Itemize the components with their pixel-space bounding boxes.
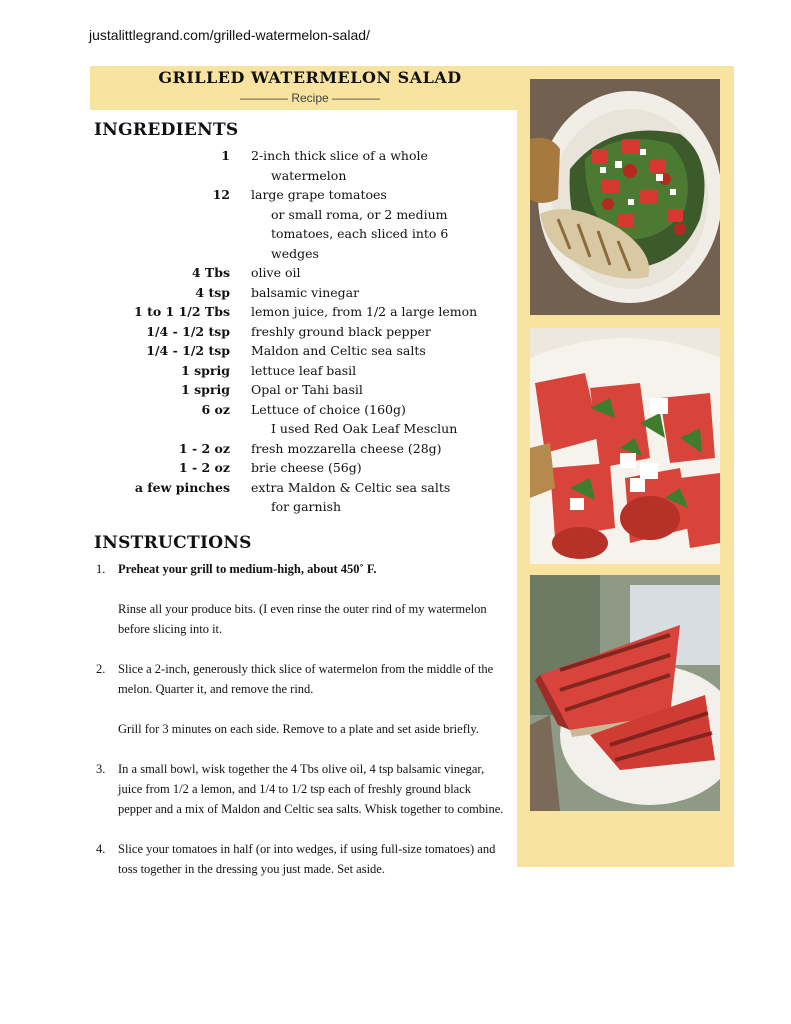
ingredient-qty: a few pinches xyxy=(134,479,230,495)
ingredient-row xyxy=(90,146,520,185)
ingredient-row xyxy=(90,439,520,459)
ingredient-row xyxy=(90,341,520,361)
instructions-list xyxy=(96,559,506,899)
salad-with-grilled-chicken-photo xyxy=(530,79,720,315)
step-text: Slice a 2-inch, generously thick slice of watermelon from the middle of the melon. Quarter it, and remove the rind. xyxy=(118,662,494,696)
ingredient-desc: 2-inch thick slice of a whole xyxy=(251,148,428,163)
ingredient-row xyxy=(90,322,520,342)
ingredient-qty: 1 sprig xyxy=(181,382,230,397)
ingredient-desc-cont: for garnish xyxy=(271,499,342,514)
ingredient-qty: 4 Tbs xyxy=(191,265,230,280)
ingredient-qty: 1 to 1 1/2 Tbs xyxy=(134,304,230,319)
step-number: 4. xyxy=(96,842,106,856)
ingredient-desc: Maldon and Celtic sea salts xyxy=(251,343,426,358)
ingredient-desc: olive oil xyxy=(251,265,301,280)
ingredient-desc-cont: I used Red Oak Leaf Mesclun xyxy=(271,421,458,436)
ingredient-desc: Opal or Tahi basil xyxy=(251,382,363,397)
ingredient-qty: 4 tsp xyxy=(195,284,230,300)
step-number: 2. xyxy=(96,662,106,676)
ingredient-desc-cont: wedges xyxy=(271,245,319,261)
ingredient-qty: 1 sprig xyxy=(181,362,230,378)
instruction-step xyxy=(96,559,506,639)
source-url: justalittlegrand.com/grilled-watermelon-salad/ xyxy=(89,27,370,43)
ingredient-row xyxy=(90,458,520,478)
ingredient-desc: large grape tomatoes xyxy=(251,187,387,202)
ingredient-qty: 1/4 - 1/2 tsp xyxy=(146,343,230,358)
recipe-title: GRILLED WATERMELON SALAD xyxy=(158,68,462,87)
ingredient-desc-cont: tomatoes, each sliced into 6 xyxy=(271,226,449,241)
instruction-step xyxy=(96,839,506,879)
ingredient-desc: fresh mozzarella cheese (28g) xyxy=(251,440,442,456)
ingredient-desc: lemon juice, from 1/2 a large lemon xyxy=(251,304,478,319)
ingredient-desc: extra Maldon & Celtic sea salts xyxy=(251,479,451,495)
ingredients-heading: INGREDIENTS xyxy=(94,120,239,140)
instruction-step xyxy=(96,759,506,819)
step-text: In a small bowl, wisk together the 4 Tbs olive oil, 4 tsp balsamic vinegar, juice from 1/2 a lemon, and 1/4 to 1/2 tsp each of freshly ground black pepper and a mix of Maldon and Celtic sea salts. Whisk together to combine. xyxy=(118,762,504,816)
ingredient-row xyxy=(90,283,520,303)
ingredient-row xyxy=(90,361,520,381)
ingredient-desc: balsamic vinegar xyxy=(251,284,360,300)
step-text: Rinse all your produce bits. (I even rinse the outer rind of my watermelon before slicing into it. xyxy=(118,602,487,636)
ingredient-qty: 1 xyxy=(221,148,230,163)
ingredient-row xyxy=(90,263,520,283)
grilled-watermelon-slices-photo xyxy=(530,575,720,811)
recipe-subtitle: ———— Recipe ———— xyxy=(239,91,381,105)
ingredient-row xyxy=(90,400,520,439)
ingredient-desc-cont: or small roma, or 2 medium xyxy=(271,206,448,222)
ingredient-row xyxy=(90,185,520,263)
ingredient-desc: brie cheese (56g) xyxy=(251,460,362,475)
step-text: Preheat your grill to medium-high, about 450˚ F. xyxy=(118,562,377,576)
ingredient-desc: lettuce leaf basil xyxy=(251,362,357,378)
ingredient-desc: freshly ground black pepper xyxy=(251,323,431,339)
instruction-step xyxy=(96,659,506,739)
step-text: Grill for 3 minutes on each side. Remove to a plate and set aside briefly. xyxy=(118,722,479,736)
salad-closeup-photo xyxy=(530,328,720,564)
step-text: Slice your tomatoes in half (or into wedges, if using full-size tomatoes) and toss together in the dressing you just made. Set aside. xyxy=(118,842,496,876)
ingredient-qty: 12 xyxy=(212,187,230,202)
ingredient-row xyxy=(90,380,520,400)
ingredient-row xyxy=(90,478,520,517)
ingredient-desc: Lettuce of choice (160g) xyxy=(251,401,406,417)
ingredient-qty: 1 - 2 oz xyxy=(178,440,230,456)
ingredient-qty: 6 oz xyxy=(201,401,230,417)
ingredient-row xyxy=(90,302,520,322)
ingredient-qty: 1 - 2 oz xyxy=(178,460,230,475)
ingredient-qty: 1/4 - 1/2 tsp xyxy=(146,323,230,339)
ingredients-list xyxy=(90,146,520,517)
step-number: 3. xyxy=(96,762,106,776)
instructions-heading: INSTRUCTIONS xyxy=(94,533,252,553)
ingredient-desc-cont: watermelon xyxy=(271,167,347,183)
step-number: 1. xyxy=(96,562,106,576)
